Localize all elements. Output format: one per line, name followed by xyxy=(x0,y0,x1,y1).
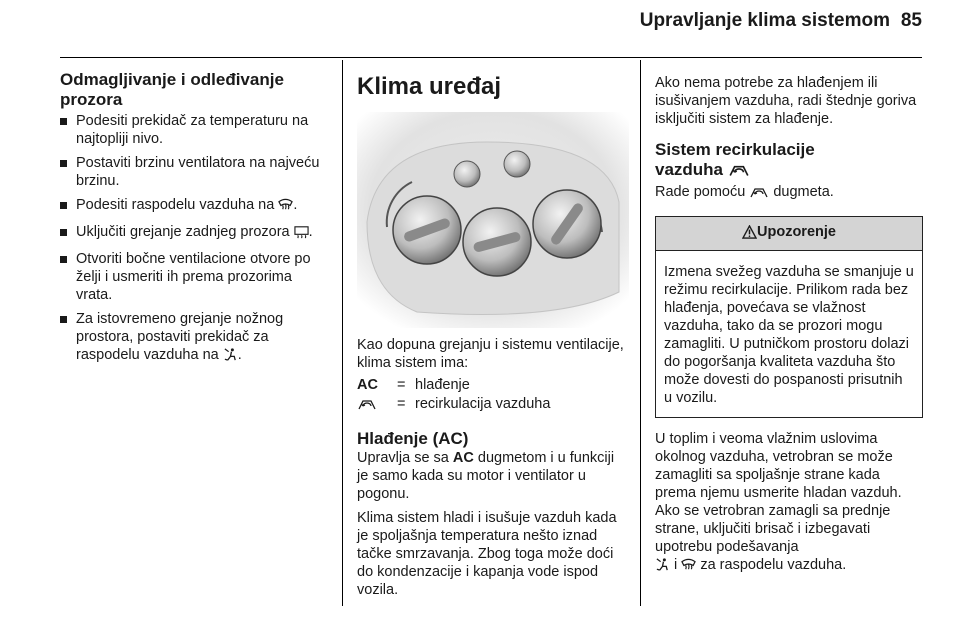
column-divider-2 xyxy=(640,60,641,606)
rear-window-heating-icon xyxy=(294,224,309,244)
list-item-text-end: . xyxy=(308,224,313,240)
list-item-text: Postaviti brzinu ventilatora na najveću brzinu. xyxy=(76,155,320,189)
list-item-text-end: . xyxy=(237,347,242,363)
defog-steps-list xyxy=(60,112,332,367)
definition-equals: = xyxy=(397,377,406,393)
warning-text: Izmena svežeg vazduha se smanjuje u režimu recirkulacije. Prilikom rada bez hlađenja, povećava se vlažnost vazduha, tako da se prozori mogu zamagliti. U putničkom prostoru dolazi do pogoršanja kvaliteta vazduha što može dovesti do pospanosti prisutnih u vozilu. xyxy=(664,264,914,406)
list-item-text: Podesiti prekidač za temperaturu na najtopliji nivo. xyxy=(76,113,309,147)
windshield-fog-text: U toplim i veoma vlažnim uslovima okolnog vazduha, vetrobran se može zamagliti sa spoljašnje strane kada prema njemu usmerite hladan vazduh. Ako se vetrobran zamagli sa prednje strane, uključiti brisač i izbegavati upotrebu podešavanja xyxy=(655,431,902,555)
list-item-text: Otvoriti bočne ventilacione otvore po želji i usmeriti ih prema prozorima vrata. xyxy=(76,251,311,303)
recirculation-heading-line2: vazduha xyxy=(655,160,724,179)
column-left xyxy=(60,70,332,373)
header-rule xyxy=(60,57,922,58)
cooling-para1-start: Upravlja se sa xyxy=(357,450,453,466)
recirculation-heading-line1: Sistem recirkulacije xyxy=(655,140,815,159)
list-item-text: Podesiti raspodelu vazduha na xyxy=(76,197,279,213)
warning-box xyxy=(655,216,923,418)
column-divider-1 xyxy=(342,60,343,606)
definition-row xyxy=(357,395,629,417)
warning-header xyxy=(656,217,922,251)
section-title: Klima uređaj xyxy=(357,73,502,100)
recirculation-para-end: dugmeta. xyxy=(769,184,834,200)
bullet-icon xyxy=(60,202,67,209)
warning-title: Upozorenje xyxy=(757,224,836,240)
cooling-para1 xyxy=(357,449,629,503)
recirculation-icon xyxy=(728,162,750,183)
footwell-windshield-icon xyxy=(655,557,670,577)
defog-heading-line1: Odmagljivanje i odleđivanje xyxy=(60,70,284,89)
definition-desc: hlađenje xyxy=(415,377,470,393)
list-item xyxy=(60,154,332,190)
list-item-text: Uključiti grejanje zadnjeg prozora xyxy=(76,224,294,240)
recirculation-heading xyxy=(655,140,923,183)
list-item xyxy=(60,112,332,148)
recirculation-para-start: Rade pomoću xyxy=(655,184,750,200)
bullet-icon xyxy=(60,229,67,236)
recirculation-icon xyxy=(357,397,377,417)
windshield-defrost-icon xyxy=(681,557,696,577)
list-item xyxy=(60,196,332,217)
windshield-defrost-icon xyxy=(278,197,293,217)
recirculation-para xyxy=(655,183,923,204)
bullet-icon xyxy=(60,160,67,167)
bullet-icon xyxy=(60,316,67,323)
ac-button-ref: AC xyxy=(452,450,474,466)
cooling-para1-end: dugmetom i u funkciji je samo kada su motor i ventilator u pogonu. xyxy=(357,450,615,502)
windshield-fog-end: za raspodelu vazduha. xyxy=(700,557,847,573)
bullet-icon xyxy=(60,118,67,125)
bullet-icon xyxy=(60,256,67,263)
warning-triangle-icon xyxy=(742,224,757,246)
definition-term xyxy=(357,395,397,417)
definition-equals: = xyxy=(397,396,406,412)
ac-intro: Kao dopuna grejanju i sistemu ventilacije, klima sistem ima: xyxy=(357,337,624,371)
cooling-para2: Klima sistem hladi i isušuje vazduh kada je spoljašnja temperatura nešto iznad tačke smrzavanja. Zbog toga može doći do kondenzacije i kapanja vode ispod vozila. xyxy=(357,510,617,598)
list-item xyxy=(60,310,332,367)
running-header-title: Upravljanje klima sistemom xyxy=(639,10,890,31)
windshield-fog-para xyxy=(655,430,923,577)
windshield-fog-and: i xyxy=(674,557,678,573)
warning-body xyxy=(656,251,922,417)
climate-control-photo xyxy=(357,112,629,328)
recirculation-icon xyxy=(749,185,769,204)
cooling-heading: Hlađenje (AC) xyxy=(357,429,469,448)
defog-heading xyxy=(60,70,332,110)
defog-heading-line2: prozora xyxy=(60,90,123,109)
footwell-windshield-icon xyxy=(223,347,238,367)
column-middle xyxy=(357,72,629,599)
list-item xyxy=(60,250,332,304)
definition-term: AC xyxy=(357,377,378,393)
ac-definitions xyxy=(357,376,629,417)
definition-row xyxy=(357,376,629,395)
definition-desc: recirkulacija vazduha xyxy=(415,396,551,412)
list-item-text-end: . xyxy=(293,197,298,213)
list-item xyxy=(60,223,332,244)
ac-off-para: Ako nema potrebe za hlađenjem ili isušivanjem vazduha, radi štednje goriva isključiti sistem za hlađenje. xyxy=(655,75,917,127)
list-item-text: Za istovremeno grejanje nožnog prostora, postaviti prekidač za raspodelu vazduha na xyxy=(76,311,284,363)
page-number: 85 xyxy=(900,10,922,31)
column-right xyxy=(655,74,923,577)
